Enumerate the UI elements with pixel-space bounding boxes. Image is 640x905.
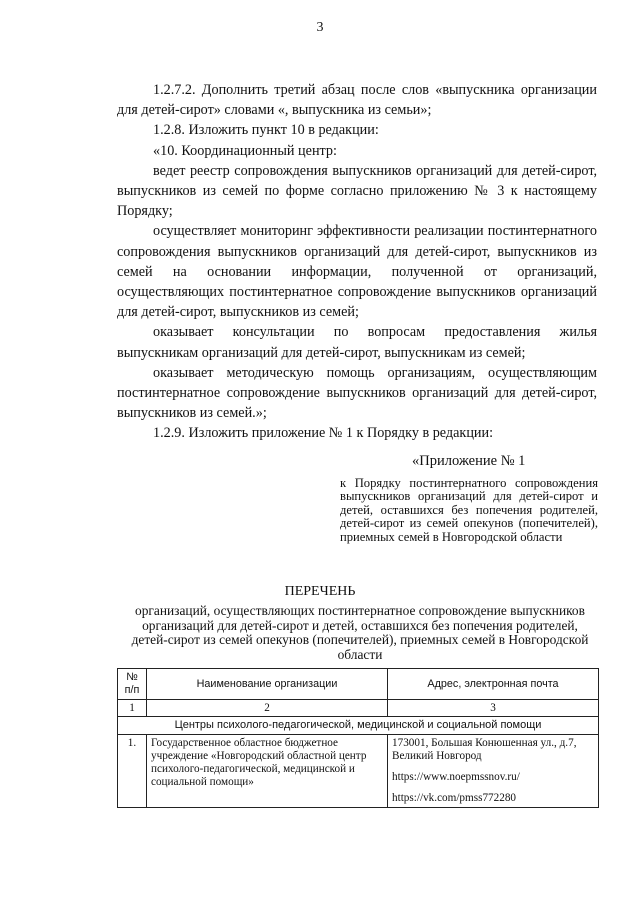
table-header-row [118, 669, 599, 700]
column-index-row [118, 700, 599, 717]
page-number: 3 [316, 20, 324, 35]
appendix-title: «Приложение № 1 [412, 453, 526, 469]
appendix-block [340, 452, 598, 544]
list-subtitle: организаций, осуществляющих постинтернатное сопровождение выпускников организаций для детей-сирот и детей, оставшихся без попечения родителей, детей-сирот из семей опекунов (попечителей), приемных семей в Новгородской области [131, 603, 589, 662]
column-index: 1 [118, 700, 147, 717]
paragraph: оказывает методическую помощь организациям, осуществляющим постинтернатное сопровождение выпускников организаций для детей-сирот, выпускников из семей.»; [117, 364, 597, 422]
header-address: Адрес, электронная почта [388, 669, 599, 700]
paragraph: 1.2.8. Изложить пункт 10 в редакции: [153, 122, 379, 139]
list-heading: ПЕРЕЧЕНЬ [284, 584, 356, 599]
organizations-table [117, 668, 599, 808]
table-row [118, 735, 599, 808]
organization-address: 173001, Большая Конюшенная ул., д.7, Великий Новгород [392, 737, 577, 762]
paragraph: 1.2.7.2. Дополнить третий абзац после слов «выпускника организации для детей-сирот» словами «, выпускника из семьи»; [117, 82, 597, 119]
paragraph: оказывает консультации по вопросам предоставления жилья выпускникам организаций для детей-сирот, выпускникам из семей; [117, 324, 597, 361]
header-organization: Наименование организации [147, 669, 388, 700]
group-title: Центры психолого-педагогической, медицинской и социальной помощи [118, 717, 599, 735]
organization-name: Государственное областное бюджетное учреждение «Новгородский областной центр психолого-педагогической, медицинской и социальной помощи» [147, 735, 388, 808]
paragraph: «10. Координационный центр: [153, 142, 337, 159]
appendix-reference: к Порядку постинтернатного сопровождения выпускников организаций для детей-сирот и детей, оставшихся без попечения родителей, детей-сирот из семей опекунов (попечителей), приемных семей в Новгородской области [340, 476, 598, 544]
organization-contacts [388, 735, 599, 808]
column-index: 2 [147, 700, 388, 717]
header-number: № п/п [118, 669, 147, 700]
group-row [118, 717, 599, 735]
paragraph: осуществляет мониторинг эффективности реализации постинтернатного сопровождения выпускников организаций для детей-сирот, выпускников из семей на основании информации, полученной от организаций, осуществляющих постинтернатное сопровождение выпускников организаций для детей-сирот, выпускников из семей; [117, 223, 597, 321]
column-index: 3 [388, 700, 599, 717]
paragraph: 1.2.9. Изложить приложение № 1 к Порядку в редакции: [153, 425, 494, 442]
row-number: 1. [118, 735, 147, 808]
paragraph: ведет реестр сопровождения выпускников организаций для детей-сирот, выпускников из семей по форме согласно приложению № 3 к настоящему Порядку; [117, 162, 597, 220]
website-link[interactable]: https://www.noepmssnov.ru/ [392, 771, 520, 783]
document-body [117, 80, 597, 444]
vk-link[interactable]: https://vk.com/pmss772280 [392, 792, 517, 804]
